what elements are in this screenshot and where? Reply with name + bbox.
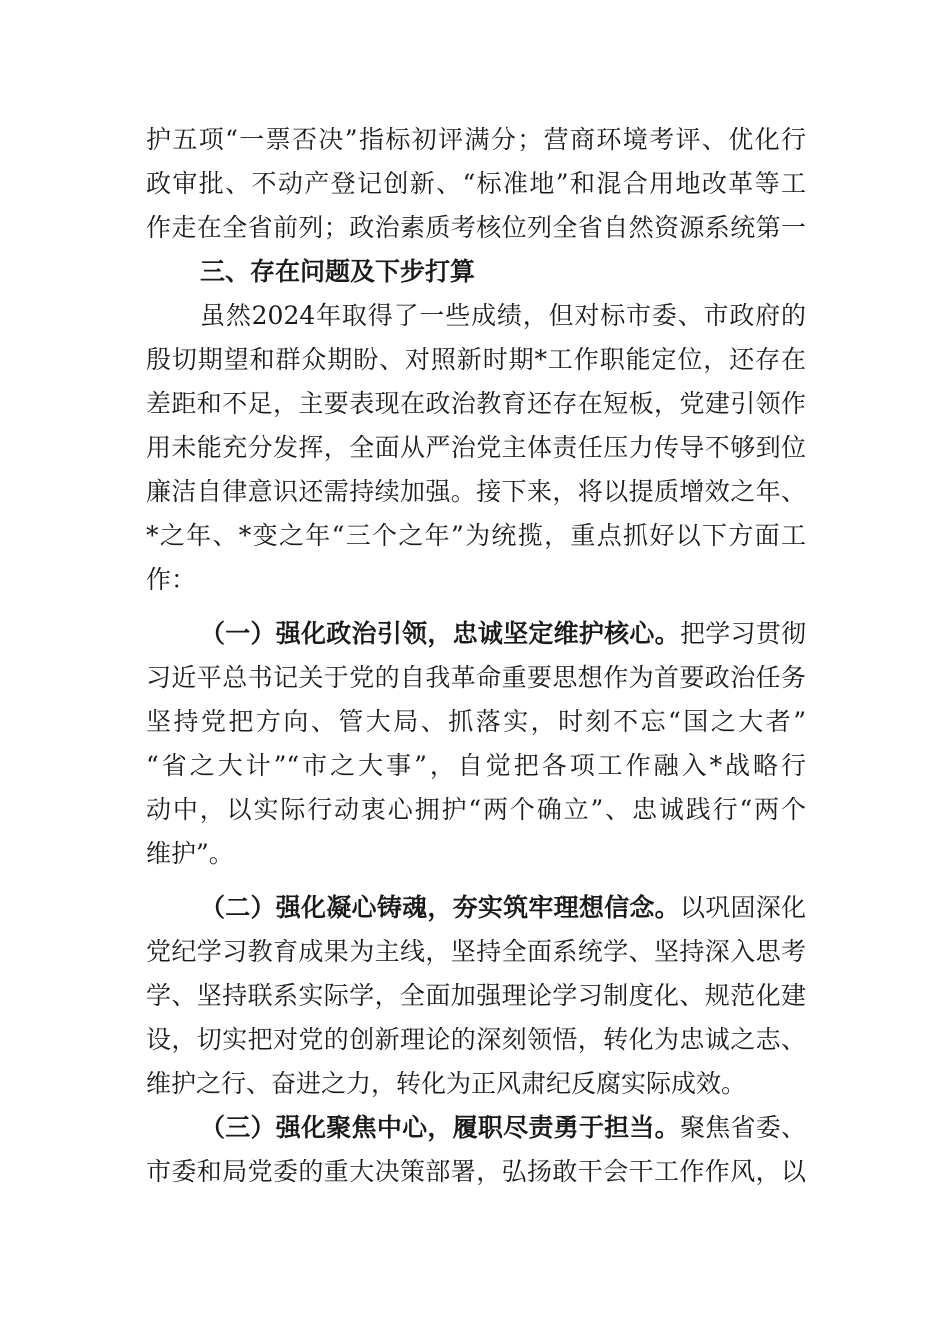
text-line: 动中，以实际行动衷心拥护“两个确立”、忠诚践行“两个: [146, 795, 806, 824]
text-line: 维护之行、奋进之力，转化为正风肃纪反腐实际成效。: [146, 1069, 747, 1098]
text-line: “省之大计”“市之大事”，自觉把各项工作融入*战略行: [146, 751, 806, 780]
text-line: 习近平总书记关于党的自我革命重要思想作为首要政治任务: [146, 663, 806, 692]
item-3-title: （三）强化聚焦中心，履职尽责勇于担当。: [200, 1113, 680, 1142]
continuation-paragraph: [146, 118, 806, 250]
intro-paragraph: [146, 294, 806, 602]
item-1-title: （一）强化政治引领，忠诚坚定维护核心。: [200, 619, 680, 648]
document-body: [146, 118, 806, 1194]
text-line: 用未能充分发挥，全面从严治党主体责任压力传导不够到位: [146, 433, 806, 462]
item-1-paragraph: [146, 612, 806, 876]
item-2-first-text: 以巩固深化: [679, 893, 806, 922]
text-line: 差距和不足，主要表现在政治教育还存在短板，党建引领作: [146, 389, 806, 418]
text-line: 虽然2024年取得了一些成绩，但对标市委、市政府的: [200, 301, 806, 330]
text-line: 学、坚持联系实际学，全面加强理论学习制度化、规范化建: [146, 981, 806, 1010]
item-1-first-line: [146, 612, 806, 656]
text-line: 作走在全省前列；政治素质考核位列全省自然资源系统第一: [146, 213, 806, 242]
text-line: *之年、*变之年“三个之年”为统揽，重点抓好以下方面工: [146, 521, 806, 550]
text-line: 作：: [146, 565, 197, 594]
item-2-first-line: [146, 886, 806, 930]
item-3-first-line: [146, 1106, 806, 1150]
item-2-title: （二）强化凝心铸魂，夯实筑牢理想信念。: [200, 893, 680, 922]
text-line: 维护”。: [146, 839, 234, 868]
item-3-first-text: 聚焦省委、: [679, 1113, 806, 1142]
text-line: 坚持党把方向、管大局、抓落实，时刻不忘“国之大者”: [146, 707, 806, 736]
text-line: 党纪学习教育成果为主线，坚持全面系统学、坚持深入思考: [146, 937, 806, 966]
item-1-first-text: 把学习贯彻: [679, 619, 806, 648]
item-2-paragraph: [146, 886, 806, 1106]
text-line: 护五项“一票否决”指标初评满分；营商环境考评、优化行: [146, 125, 806, 154]
text-line: 廉洁自律意识还需持续加强。接下来，将以提质增效之年、: [146, 477, 806, 506]
text-line: 殷切期望和群众期盼、对照新时期*工作职能定位，还存在: [146, 345, 806, 374]
item-3-paragraph: [146, 1106, 806, 1194]
text-line: 市委和局党委的重大决策部署，弘扬敢干会干工作作风，以: [146, 1157, 806, 1186]
text-line: 设，切实把对党的创新理论的深刻领悟，转化为忠诚之志、: [146, 1025, 806, 1054]
text-line: 政审批、不动产登记创新、“标准地”和混合用地改革等工: [146, 169, 806, 198]
section-heading: 三、存在问题及下步打算: [200, 257, 476, 286]
